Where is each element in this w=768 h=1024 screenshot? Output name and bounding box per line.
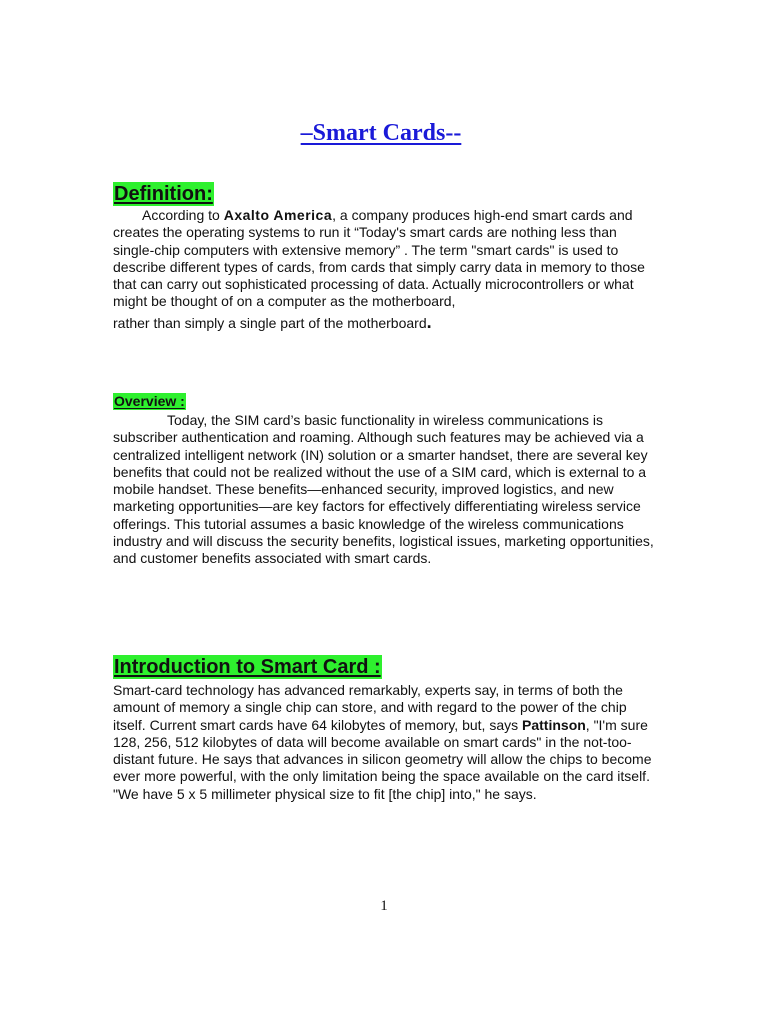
- definition-text-rest: , a company produces high-end smart cards and creates the operating systems to run it “Today's smart cards are nothing less than single-chip computers with extensive memory” . The term "smart cards" is used to describe different types of cards, from cards that simply carry data in memory to those that can carry out sophisticated processing of data. Actually microcontrollers or what might be thought of on a computer as the motherboard,: [113, 207, 645, 310]
- introduction-text-rest: , "I'm sure 128, 256, 512 kilobytes of data will become available on smart cards" in the not-too-distant future. He says that advances in silicon geometry will allow the chips to become ever more powerful, with the only limitation being the space available on the card itself. "We have 5 x 5 millimeter physical size to fit [the chip] into," he says.: [113, 716, 652, 802]
- definition-last-line-text: rather than simply a single part of the motherboard: [113, 314, 427, 331]
- document-title: –Smart Cards--: [300, 120, 462, 146]
- introduction-text-start: Smart-card technology has advanced remarkably, experts say, in terms of both the amount of memory a single chip can store, and with regard to the power of the chip itself. Current smart cards have 64 kilobytes of memory, but, says: [113, 682, 627, 733]
- definition-end-period: .: [426, 311, 432, 332]
- paragraph-definition: [113, 207, 658, 332]
- page-number: 1: [380, 898, 388, 914]
- heading-introduction: Introduction to Smart Card :: [114, 656, 381, 678]
- heading-definition: Definition:: [114, 183, 213, 205]
- paragraph-introduction: [113, 682, 658, 803]
- company-name: Axalto America: [223, 207, 333, 223]
- definition-last-line: [113, 311, 658, 332]
- heading-overview: Overview :: [114, 393, 185, 409]
- definition-text-start: According to: [142, 207, 224, 223]
- overview-text: Today, the SIM card’s basic functionality in wireless communications is subscriber authentication and roaming. Although such features may be achieved via a centralized intelligent network (IN) solution or a smarter handset, there are several key benefits that could not be realized without the use of a SIM card, which is external to a mobile handset. These benefits—enhanced security, improved logistics, and new marketing opportunities—are key factors for effectively differentiating wireless service offerings. This tutorial assumes a basic knowledge of the wireless communications industry and will discuss the security benefits, logistical issues, marketing opportunities, and customer benefits associated with smart cards.: [113, 412, 654, 567]
- paragraph-overview: [113, 412, 658, 568]
- person-name: Pattinson: [522, 716, 586, 733]
